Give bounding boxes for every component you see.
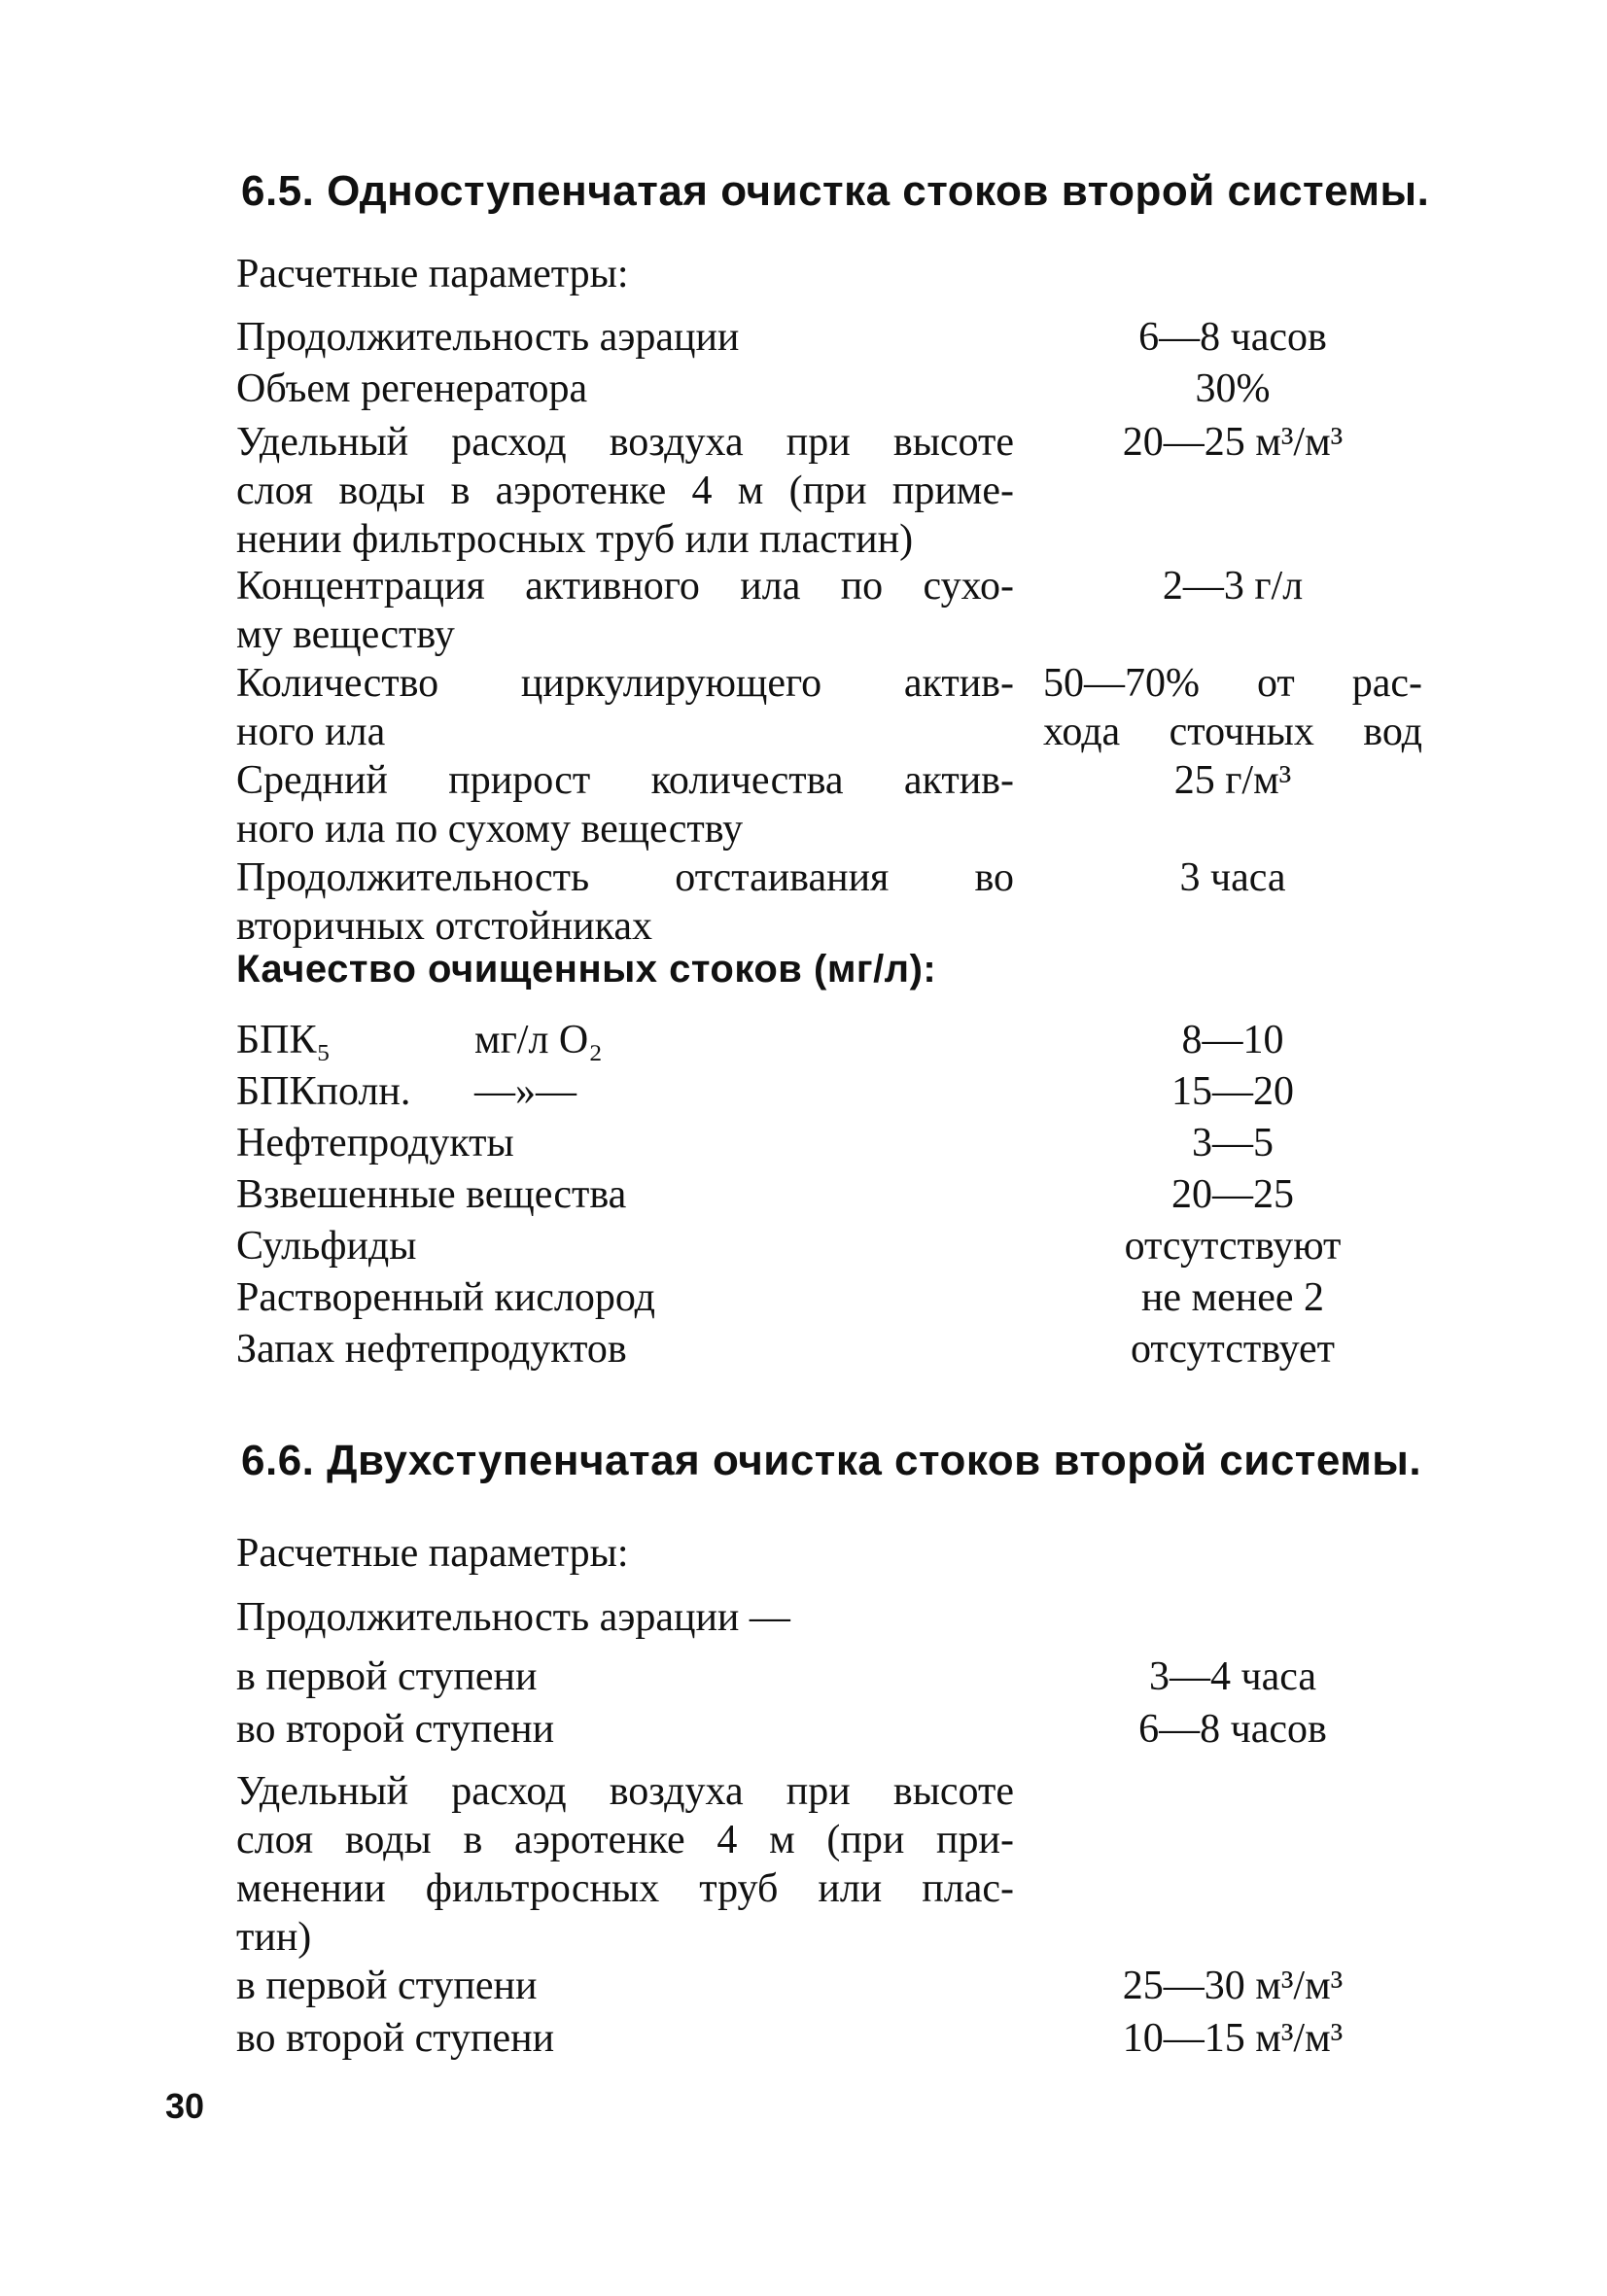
quality-value: не менее 2 — [1140, 1275, 1325, 1320]
aeration-heading: Продолжительность аэрации — — [236, 1595, 790, 1640]
param-value-line: 3 часа — [1179, 855, 1286, 900]
param-label — [236, 313, 1014, 362]
param-label-line: ного ила — [236, 710, 386, 754]
param-value — [1043, 418, 1422, 467]
quality-row — [236, 1273, 1422, 1322]
param-value-line: 25 г/м³ — [1173, 758, 1292, 803]
param-label-line: Объем регенератора — [236, 366, 588, 411]
params-heading-6-5: Расчетные параметры: — [236, 252, 629, 296]
section-6-5-title: 6.5. Одноступенчатая очистка стоков второй системы. — [241, 167, 1430, 215]
quality-value: 20—25 — [1171, 1172, 1294, 1217]
param-value-line: 20—25 м³/м³ — [1122, 420, 1344, 465]
quality-label: БПК₅ — [236, 1018, 332, 1062]
quality-row — [236, 1222, 1422, 1270]
stage-label: во второй ступени — [236, 1707, 555, 1752]
param-value — [1043, 853, 1422, 902]
quality-row — [236, 1119, 1422, 1167]
param-value — [1043, 562, 1422, 610]
param-label-line: нении фильтросных труб или пластин) — [236, 517, 914, 562]
stage-row — [236, 1962, 1422, 2010]
param-label-line: Концентрация активного ила по сухо- — [236, 564, 1014, 609]
air-label-line: слоя воды в аэротенке 4 м (при при- — [236, 1818, 1014, 1862]
quality-label: Сульфиды — [236, 1224, 417, 1269]
param-label-line: Продолжительность отстаивания во — [236, 855, 1014, 900]
quality-value: отсутствует — [1130, 1327, 1336, 1372]
quality-row — [236, 1016, 1422, 1064]
page-number: 30 — [165, 2086, 205, 2126]
stage-row — [236, 1652, 1422, 1701]
quality-value: 15—20 — [1171, 1069, 1294, 1114]
stage-value: 6—8 часов — [1138, 1707, 1327, 1752]
param-value-line: хода сточных вод — [1043, 710, 1422, 754]
quality-heading: Качество очищенных стоков (мг/л): — [236, 948, 937, 991]
param-value-line: 6—8 часов — [1138, 315, 1327, 360]
quality-value: 8—10 — [1181, 1018, 1284, 1062]
stage-row — [236, 2014, 1422, 2063]
params-heading-6-6: Расчетные параметры: — [236, 1531, 629, 1576]
quality-row — [236, 1170, 1422, 1219]
param-value-line: 50—70% от рас- — [1043, 661, 1422, 706]
stage-label: в первой ступени — [236, 1654, 538, 1699]
param-label-line: слоя воды в аэротенке 4 м (при приме- — [236, 469, 1014, 513]
param-label-line: вторичных отстойниках — [236, 904, 652, 949]
quality-row — [236, 1325, 1422, 1374]
stage-label: во второй ступени — [236, 2016, 555, 2061]
param-value-line: 30% — [1195, 366, 1271, 411]
param-label — [236, 562, 1014, 659]
param-label — [236, 418, 1014, 564]
quality-value: отсутствуют — [1124, 1224, 1342, 1269]
air-consumption-label — [236, 1767, 1014, 1962]
param-value-line: 2—3 г/л — [1162, 564, 1304, 609]
air-label-line: Удельный расход воздуха при высоте — [236, 1769, 1014, 1814]
param-value — [1043, 365, 1422, 413]
param-label-line: му веществу — [236, 612, 455, 657]
param-label-line: ного ила по сухому веществу — [236, 807, 744, 852]
stage-row — [236, 1705, 1422, 1754]
quality-label: Взвешенные вещества — [236, 1172, 627, 1217]
stage-label: в первой ступени — [236, 1964, 538, 2008]
quality-unit: —»— — [474, 1069, 576, 1114]
param-value — [1043, 313, 1422, 362]
param-label-line: Продолжительность аэрации — [236, 315, 740, 360]
param-value — [1043, 659, 1422, 756]
param-value — [1043, 756, 1422, 805]
param-label — [236, 756, 1014, 853]
stage-value: 25—30 м³/м³ — [1122, 1964, 1344, 2008]
param-label-line: Удельный расход воздуха при высоте — [236, 420, 1014, 465]
quality-label: Запах нефтепродуктов — [236, 1327, 627, 1372]
stage-value: 3—4 часа — [1148, 1654, 1317, 1699]
quality-row — [236, 1067, 1422, 1116]
param-label-line: Средний прирост количества актив- — [236, 758, 1014, 803]
quality-label: БПКполн. — [236, 1069, 411, 1114]
param-label — [236, 659, 1014, 756]
param-label — [236, 365, 1014, 413]
quality-label: Растворенный кислород — [236, 1275, 655, 1320]
param-label-line: Количество циркулирующего актив- — [236, 661, 1014, 706]
air-label-line: тин) — [236, 1915, 312, 1960]
air-label-line: менении фильтросных труб или плас- — [236, 1866, 1014, 1911]
stage-value: 10—15 м³/м³ — [1122, 2016, 1344, 2061]
quality-unit: мг/л O₂ — [474, 1018, 603, 1062]
section-6-6-title: 6.6. Двухступенчатая очистка стоков второй системы. — [241, 1437, 1422, 1484]
quality-label: Нефтепродукты — [236, 1121, 514, 1165]
param-label — [236, 853, 1014, 951]
quality-value: 3—5 — [1192, 1121, 1274, 1165]
